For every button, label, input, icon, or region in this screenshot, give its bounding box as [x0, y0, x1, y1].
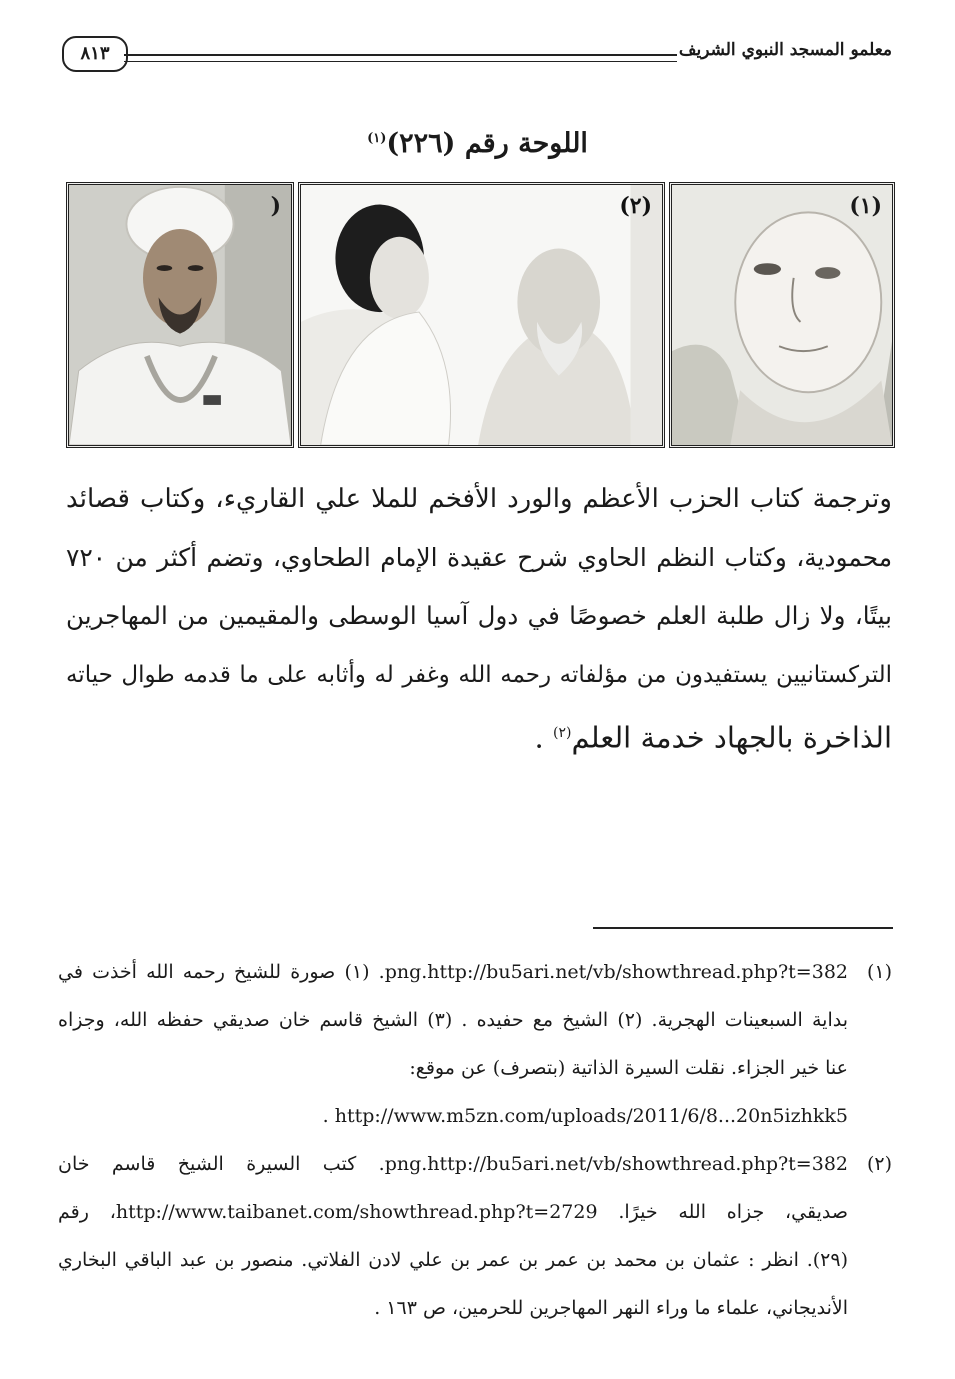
- photo-2: [298, 182, 665, 448]
- header-title: معلمو المسجد النبوي الشريف: [678, 40, 892, 60]
- footnote-1: [58, 948, 892, 1140]
- body-line: التركستانيين يستفيدون من مؤلفاته رحمه الله وغفر له وأثابه على ما قدمه طوال حياته: [66, 661, 892, 688]
- plate-title: [0, 128, 955, 159]
- footnote-line: png.http://bu5ari.net/vb/showthread.php?t=382. كتب السيرة الشيخ قاسم خان: [58, 1153, 848, 1175]
- footnote-line: بداية السبعينات الهجرية. (٢) الشيخ مع حفيده . (٣) الشيخ قاسم خان صديقي حفظه الله، وجزاه: [58, 1009, 848, 1031]
- body-last-end: .: [534, 720, 544, 755]
- page-number: ٨١٣: [62, 36, 128, 72]
- footnote-line: صديقي، جزاه الله خيرًا. http://www.taibanet.com/showthread.php?t=2729، رقم: [58, 1201, 849, 1223]
- footnote-line: (٢٩). انظر : عثمان بن محمد بن عمر بن عمر بن علي لادن الفلاتي. منصور بن عبد الباقي البخاري: [58, 1249, 848, 1271]
- body-line: بيتًا، ولا زال طلبة العلم خصوصًا في دول آسيا الوسطى والمقيمين من المهاجرين: [66, 601, 892, 630]
- body-last-text: الذاخرة بالجهاد خدمة العلم: [571, 720, 892, 755]
- photo-2-image: [301, 185, 662, 445]
- footnote-url-line: http://www.m5zn.com/uploads/2011/6/8...20n5izhkk5 .: [322, 1105, 848, 1127]
- photo-1-label: (١): [849, 193, 882, 219]
- photo-3-image: [69, 185, 291, 445]
- photo-2-label: (٢): [619, 193, 652, 219]
- body-line: وترجمة كتاب الحزب الأعظم والورد الأفخم للملا علي القاريء، وكتاب قصائد: [66, 484, 892, 514]
- body-paragraph: [66, 470, 892, 767]
- plate-footnote-ref: (١): [367, 131, 387, 146]
- footnote-number: (١): [866, 961, 892, 983]
- photo-1-image: [672, 185, 892, 445]
- footnote-line: عنا خير الجزاء. نقلت السيرة الذاتية (بتصرف) عن موقع:: [409, 1057, 848, 1079]
- photo-3: [66, 182, 294, 448]
- footnotes: [58, 948, 892, 1332]
- header-rule: [124, 54, 677, 62]
- body-footnote-ref: (٢): [552, 725, 572, 741]
- body-line: محمودية، وكتاب النظم الحاوي شرح عقيدة الإمام الطحاوي، وتضم أكثر من ٧٢٠: [66, 542, 892, 572]
- footnote-line: png.http://bu5ari.net/vb/showthread.php?t=382. (١) صورة للشيخ رحمه الله أخذت في: [58, 961, 848, 983]
- plate-title-text: اللوحة رقم (٢٢٦): [386, 128, 588, 159]
- footnote-number: (٢): [866, 1153, 892, 1175]
- photo-1: [669, 182, 895, 448]
- footnote-line: الأنديجاني، علماء ما وراء النهر المهاجرين للحرمين، ص ١٦٣ .: [374, 1297, 848, 1319]
- body-line-last: [66, 704, 892, 767]
- footnote-2: [58, 1140, 892, 1332]
- photo-3-label: (: [270, 193, 281, 219]
- footnote-separator: [593, 927, 893, 929]
- running-header: [62, 30, 892, 76]
